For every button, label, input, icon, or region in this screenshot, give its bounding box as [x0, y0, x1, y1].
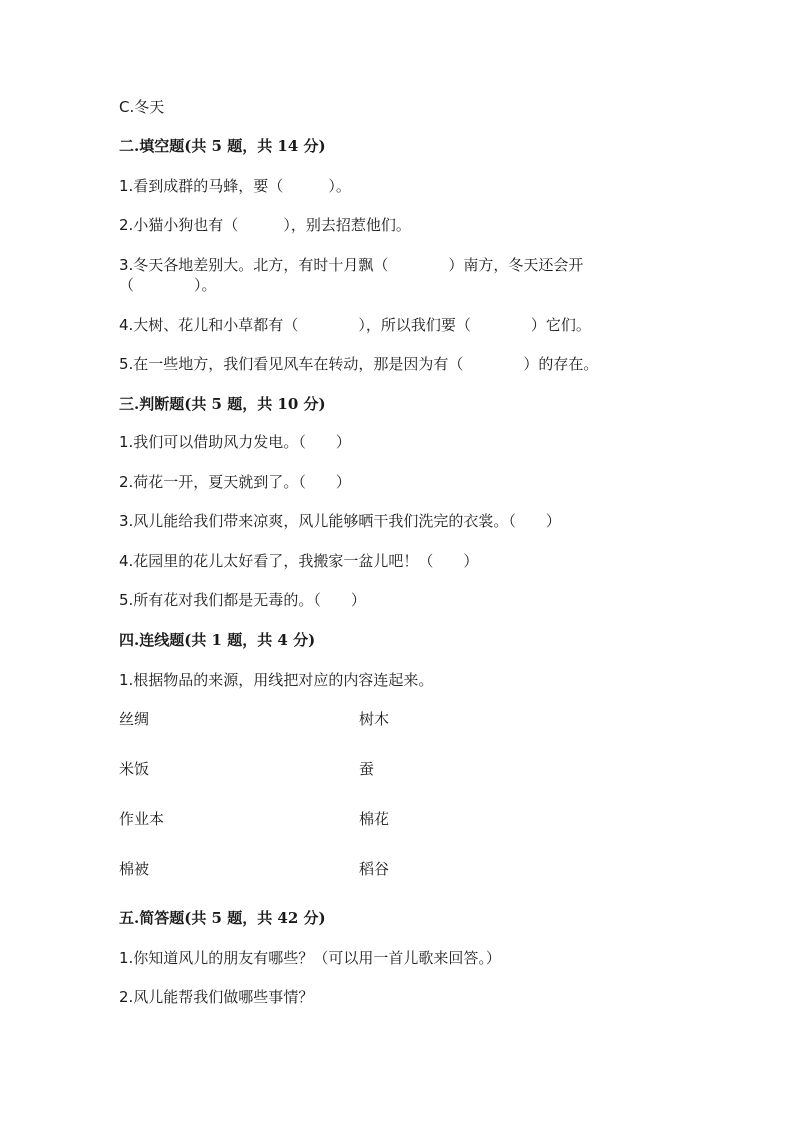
match-question-1: 1.根据物品的来源，用线把对应的内容连起来。: [119, 671, 434, 689]
section5-heading: 五.简答题(共 5 题，共 42 分): [119, 909, 326, 927]
match-right-item: 树木: [359, 710, 390, 728]
judge-question-5: 5.所有花对我们都是无毒的。（ ）: [119, 591, 366, 609]
section2-heading: 二.填空题(共 5 题，共 14 分): [119, 137, 326, 155]
match-left-item: 丝绸: [119, 710, 150, 728]
option-c: C.冬天: [119, 98, 165, 116]
judge-question-2: 2.荷花一开，夏天就到了。（ ）: [119, 473, 351, 491]
judge-question-4: 4.花园里的花儿太好看了，我搬家一盆儿吧！（ ）: [119, 552, 479, 570]
fill-question-5: 5.在一些地方，我们看见风车在转动，那是因为有（ ）的存在。: [119, 355, 599, 373]
fill-question-3-line1: 3.冬天各地差别大。北方，有时十月飘（ ）南方，冬天还会开: [119, 256, 584, 274]
fill-question-2: 2.小猫小狗也有（ ），别去招惹他们。: [119, 216, 411, 234]
match-left-item: 作业本: [119, 810, 165, 828]
match-left-item: 棉被: [119, 860, 150, 878]
match-right-item: 稻谷: [359, 860, 390, 878]
short-answer-question-2: 2.风儿能帮我们做哪些事情？: [119, 988, 314, 1006]
judge-question-3: 3.风儿能给我们带来凉爽，风儿能够晒干我们洗完的衣裳。（ ）: [119, 512, 561, 530]
fill-question-4: 4.大树、花儿和小草都有（ ），所以我们要（ ）它们。: [119, 316, 591, 334]
match-right-item: 棉花: [359, 810, 390, 828]
short-answer-question-1: 1.你知道风儿的朋友有哪些？（可以用一首儿歌来回答。）: [119, 949, 501, 967]
judge-question-1: 1.我们可以借助风力发电。（ ）: [119, 433, 351, 451]
match-left-item: 米饭: [119, 760, 150, 778]
fill-question-3-line2: （ ）。: [119, 276, 217, 294]
match-right-item: 蚕: [359, 760, 375, 778]
section3-heading: 三.判断题(共 5 题，共 10 分): [119, 395, 326, 413]
fill-question-1: 1.看到成群的马蜂，要（ ）。: [119, 177, 351, 195]
section4-heading: 四.连线题(共 1 题，共 4 分): [119, 631, 316, 649]
